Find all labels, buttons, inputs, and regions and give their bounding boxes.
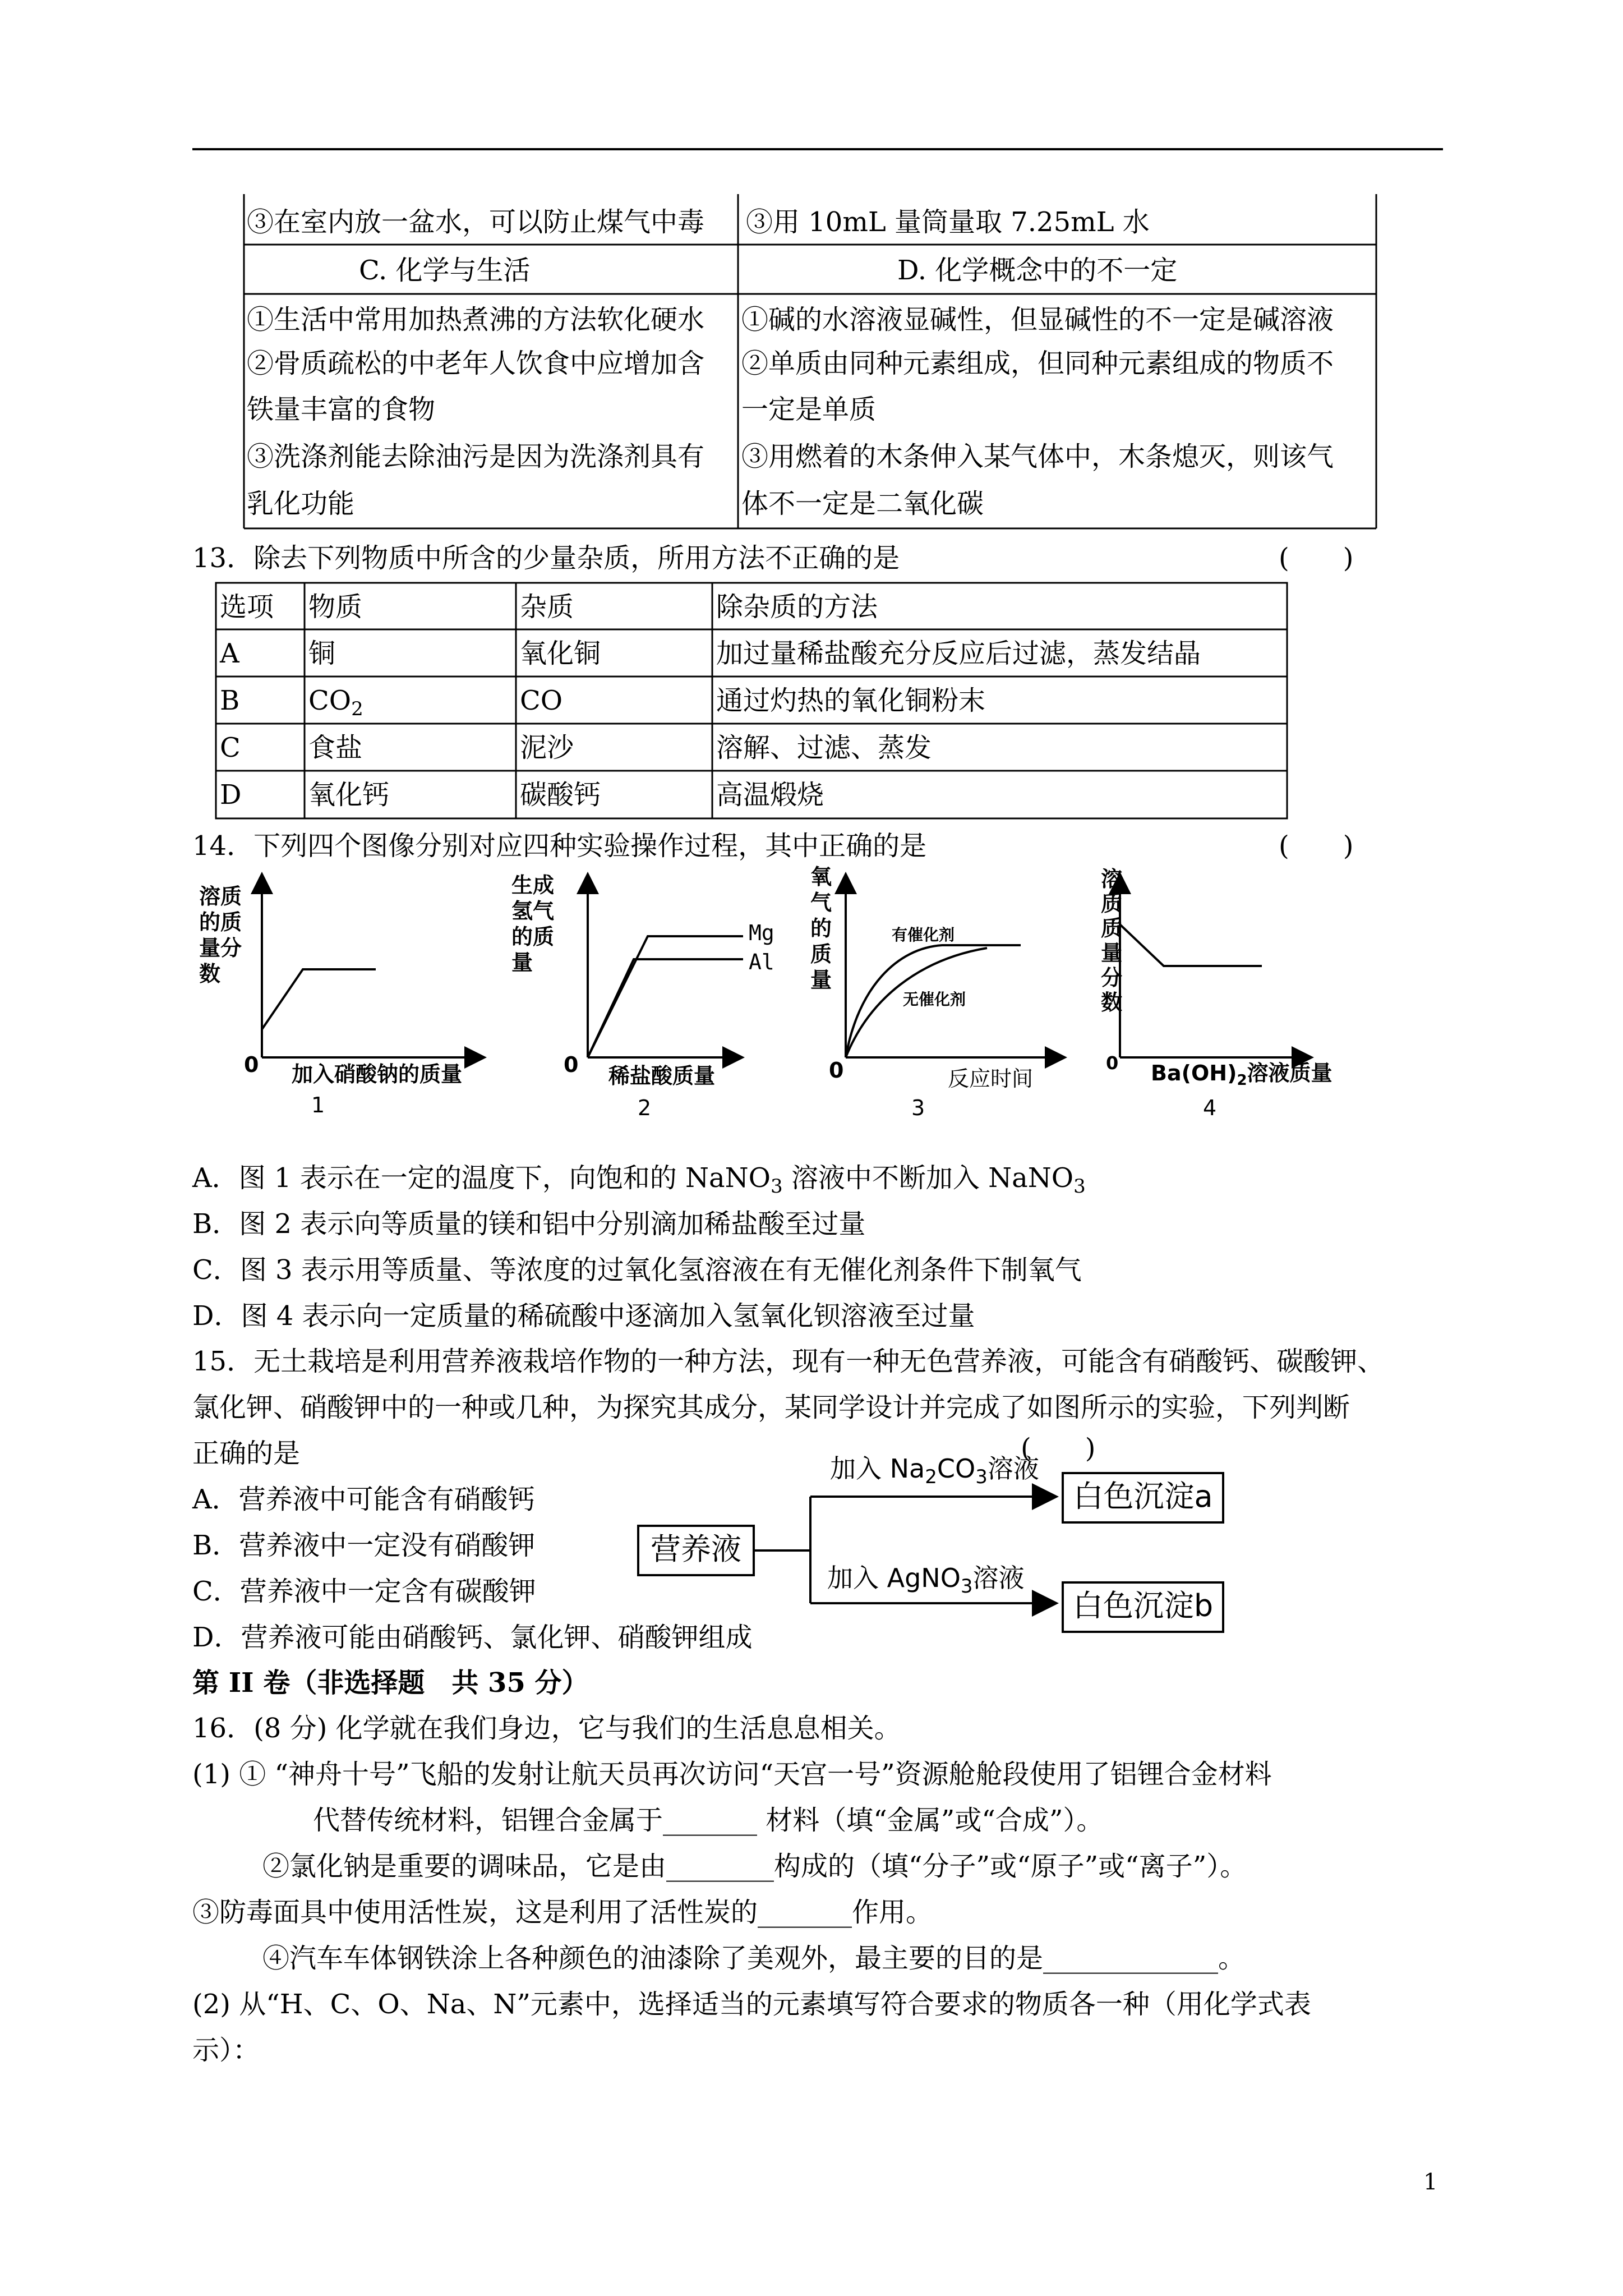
question-16-line: 示）：: [192, 2035, 260, 2066]
table-cell: B: [220, 685, 240, 716]
graph2-origin: 0: [564, 1052, 579, 1077]
question-16-line: ②氯化钠是重要的调味品，它是由________构成的（填“分子”或“原子”或“离子”）。: [262, 1851, 1247, 1882]
table-header: 除杂质的方法: [716, 591, 878, 623]
graph2-series-label: Mg: [749, 921, 774, 945]
table-cell: 泥沙: [520, 732, 574, 763]
graph2-number: 2: [638, 1096, 652, 1120]
table-cell: 乳化功能: [247, 488, 355, 519]
table-cell: $CO_2$: [308, 685, 363, 720]
answer-paren: ( ): [1279, 542, 1354, 574]
table-cell: A: [220, 638, 239, 669]
graph3-number: 3: [911, 1096, 925, 1120]
table-cell: 高温煅烧: [716, 779, 824, 811]
question-15-line: 正确的是: [192, 1438, 301, 1469]
option-d: D．营养液可能由硝酸钙、氯化钾、硝酸钾组成: [192, 1622, 753, 1653]
graph1-origin: 0: [244, 1052, 259, 1077]
option-d: D．图 4 表示向一定质量的稀硫酸中逐滴加入氢氧化钡溶液至过量: [192, 1300, 975, 1332]
question-15-line: 氯化钾、硝酸钾中的一种或几种，为探究其成分，某同学设计并完成了如图所示的实验，下列判断: [192, 1392, 1350, 1423]
option-a: A．图 1 表示在一定的温度下，向饱和的 NaNO$_3$ 溶液中不断加入 NaNO$_3$: [192, 1162, 1086, 1198]
table-cell: 氧化钙: [308, 779, 390, 811]
graph2-xlabel: 稀盐酸质量: [608, 1064, 716, 1088]
graph4-ylabel: 溶 质 质 量 分 数: [1100, 867, 1122, 1015]
table-cell: 一定是单质: [741, 394, 877, 425]
question-16-line: (2) 从“H、C、O、Na、N”元素中，选择适当的元素填写符合要求的物质各一种（用化学式表: [192, 1989, 1311, 2020]
answer-paren: ( ): [1021, 1433, 1096, 1464]
table-header: C. 化学与生活: [359, 255, 531, 286]
flow-label-bottom: 加入 AgNO$_3$溶液: [827, 1563, 1025, 1598]
page-number: 1: [1423, 2169, 1438, 2195]
flow-box-result-a: 白色沉淀a: [1062, 1472, 1224, 1524]
table-cell: 铁量丰富的食物: [247, 394, 436, 425]
table-cell: 体不一定是二氧化碳: [741, 488, 984, 519]
graph4-origin: 0: [1106, 1052, 1119, 1074]
question-16-line: ③防毒面具中使用活性炭，这是利用了活性炭的_______作用。: [192, 1897, 933, 1928]
table-cell: CO: [520, 685, 563, 716]
section-heading: 第 II 卷（非选择题 共 35 分）: [192, 1667, 589, 1699]
flow-label-top: 加入 $Na_2CO_3$溶液: [830, 1453, 1039, 1488]
table-cell: ③在室内放一盆水，可以防止煤气中毒: [247, 206, 705, 238]
question-15-line: 15．无土栽培是利用营养液栽培作物的一种方法，现有一种无色营养液，可能含有硝酸钙、碳酸钾、: [192, 1346, 1385, 1377]
option-b: B．营养液中一定没有硝酸钾: [192, 1530, 536, 1561]
table-cell: 溶解、过滤、蒸发: [716, 732, 932, 763]
option-c: C．营养液中一定含有碳酸钾: [192, 1576, 536, 1607]
table-cell: 通过灼热的氧化铜粉末: [716, 685, 986, 716]
table-cell: D: [220, 779, 242, 811]
graph3-series-label: 无催化剂: [903, 990, 966, 1009]
table-cell: ②骨质疏松的中老年人饮食中应增加含: [247, 348, 705, 379]
table-header: 杂质: [520, 591, 574, 623]
graph3-ylabel: 氧 气 的 质 量: [810, 864, 832, 992]
table-cell: 铜: [308, 638, 336, 669]
question-14-stem: 14．下列四个图像分别对应四种实验操作过程，其中正确的是: [192, 830, 927, 862]
graph1-xlabel: 加入硝酸钠的质量: [292, 1062, 463, 1087]
table-header: 选项: [220, 591, 274, 623]
graph3-xlabel: 反应时间: [948, 1066, 1034, 1091]
question-16-line: (1) ① “神舟十号”飞船的发射让航天员再次访问“天宫一号”资源舱舱段使用了铝锂合金材料: [192, 1759, 1272, 1790]
table-header: D. 化学概念中的不一定: [897, 255, 1178, 286]
flow-box-result-b: 白色沉淀b: [1062, 1581, 1224, 1633]
graph3-series-label: 有催化剂: [892, 926, 955, 944]
option-c: C．图 3 表示用等质量、等浓度的过氧化氢溶液在有无催化剂条件下制氧气: [192, 1254, 1082, 1286]
option-a: A．营养液中可能含有硝酸钙: [192, 1484, 535, 1515]
table-cell: ①碱的水溶液显碱性，但显碱性的不一定是碱溶液: [741, 304, 1334, 335]
question-16-stem: 16．(8 分) 化学就在我们身边，它与我们的生活息息相关。: [192, 1713, 901, 1744]
graph2-series-label: Al: [749, 950, 774, 974]
option-b: B．图 2 表示向等质量的镁和铝中分别滴加稀盐酸至过量: [192, 1208, 866, 1240]
graph2-ylabel: 生成 氢气 的质 量: [511, 873, 555, 975]
table-cell: 加过量稀盐酸充分反应后过滤，蒸发结晶: [716, 638, 1201, 669]
table-cell: ①生活中常用加热煮沸的方法软化硬水: [247, 304, 705, 335]
graph3-origin: 0: [829, 1058, 844, 1083]
question-16-line: 代替传统材料，铝锂合金属于_______ 材料（填“金属”或“合成”）。: [313, 1805, 1104, 1836]
table-cell: ③用燃着的木条伸入某气体中，木条熄灭，则该气: [741, 441, 1334, 472]
graph1-number: 1: [311, 1093, 325, 1117]
graph1-ylabel: 溶质 的质 量分 数: [199, 884, 242, 986]
table-cell: ②单质由同种元素组成，但同种元素组成的物质不: [741, 348, 1334, 379]
table-cell: ③洗涤剂能去除油污是因为洗涤剂具有: [247, 441, 705, 472]
table-cell: ③用 10mL 量筒量取 7.25mL 水: [746, 206, 1150, 238]
flow-box-source: 营养液: [637, 1525, 755, 1576]
answer-paren: ( ): [1279, 830, 1354, 862]
graph4-number: 4: [1203, 1096, 1217, 1120]
graph4-xlabel: $Ba(OH)_2$溶液质量: [1151, 1061, 1332, 1089]
table-cell: C: [220, 732, 241, 763]
table-cell: 碳酸钙: [520, 779, 601, 811]
question-13-stem: 13．除去下列物质中所含的少量杂质，所用方法不正确的是: [192, 542, 900, 574]
table-cell: 氧化铜: [520, 638, 601, 669]
table-cell: 食盐: [308, 732, 363, 763]
table-header: 物质: [308, 591, 363, 623]
question-16-line: ④汽车车体钢铁涂上各种颜色的油漆除了美观外，最主要的目的是_____________。: [262, 1943, 1246, 1974]
